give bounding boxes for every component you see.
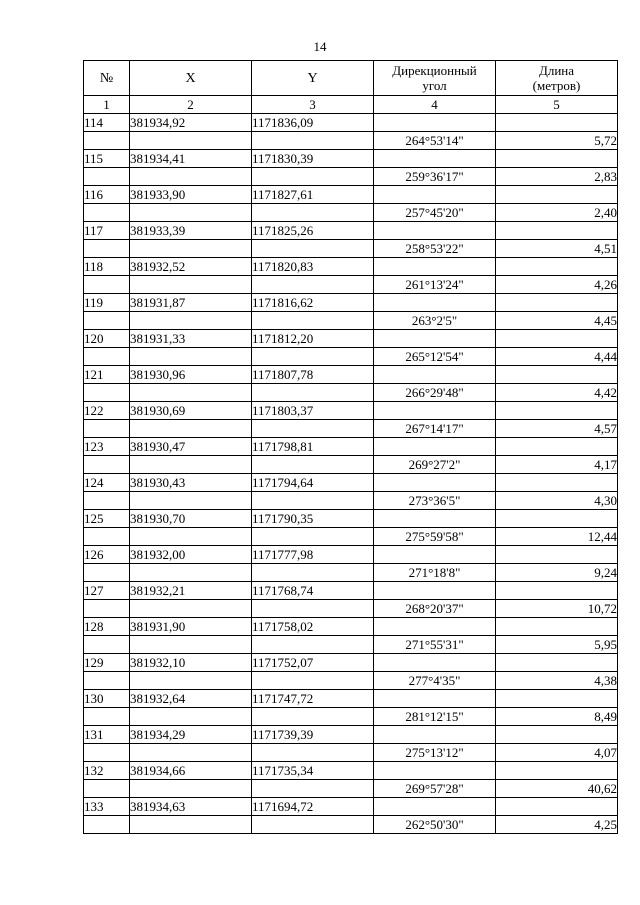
header-angle-line-1: Дирекционный (392, 63, 477, 78)
empty-cell (84, 132, 130, 150)
empty-cell (84, 276, 130, 294)
segment-length: 4,26 (496, 276, 618, 294)
point-number: 118 (84, 258, 130, 276)
table-row-point (84, 222, 618, 240)
direction-angle: 262°50'30" (374, 816, 496, 834)
empty-cell (130, 708, 252, 726)
direction-angle: 269°57'28" (374, 780, 496, 798)
empty-cell (252, 240, 374, 258)
point-number: 122 (84, 402, 130, 420)
direction-angle: 267°14'17" (374, 420, 496, 438)
empty-cell (252, 384, 374, 402)
empty-cell (130, 384, 252, 402)
y-coordinate: 1171747,72 (252, 690, 374, 708)
header-angle (374, 61, 496, 96)
empty-cell (252, 636, 374, 654)
empty-cell (130, 780, 252, 798)
y-coordinate: 1171836,09 (252, 114, 374, 132)
table-row-segment (84, 744, 618, 762)
empty-cell (496, 546, 618, 564)
empty-cell (130, 240, 252, 258)
table-row-point (84, 438, 618, 456)
empty-cell (84, 204, 130, 222)
empty-cell (84, 672, 130, 690)
table-row-point (84, 330, 618, 348)
point-number: 116 (84, 186, 130, 204)
empty-cell (252, 528, 374, 546)
empty-cell (374, 330, 496, 348)
x-coordinate: 381931,90 (130, 618, 252, 636)
table-row-point (84, 114, 618, 132)
segment-length: 12,44 (496, 528, 618, 546)
x-coordinate: 381932,64 (130, 690, 252, 708)
column-number-row (84, 96, 618, 114)
table-row-point (84, 474, 618, 492)
table-row-point (84, 366, 618, 384)
segment-length: 40,62 (496, 780, 618, 798)
empty-cell (496, 186, 618, 204)
empty-cell (130, 744, 252, 762)
direction-angle: 268°20'37" (374, 600, 496, 618)
header-length (496, 61, 618, 96)
y-coordinate: 1171768,74 (252, 582, 374, 600)
column-number: 1 (84, 96, 130, 114)
point-number: 119 (84, 294, 130, 312)
segment-length: 4,45 (496, 312, 618, 330)
empty-cell (374, 402, 496, 420)
empty-cell (374, 726, 496, 744)
empty-cell (130, 816, 252, 834)
empty-cell (130, 312, 252, 330)
point-number: 128 (84, 618, 130, 636)
table-row-segment (84, 672, 618, 690)
table-row-point (84, 582, 618, 600)
empty-cell (84, 312, 130, 330)
empty-cell (252, 600, 374, 618)
empty-cell (84, 240, 130, 258)
segment-length: 4,38 (496, 672, 618, 690)
x-coordinate: 381932,52 (130, 258, 252, 276)
table-row-segment (84, 168, 618, 186)
segment-length: 4,17 (496, 456, 618, 474)
segment-length: 4,25 (496, 816, 618, 834)
empty-cell (496, 726, 618, 744)
table-row-point (84, 150, 618, 168)
empty-cell (84, 384, 130, 402)
segment-length: 5,72 (496, 132, 618, 150)
empty-cell (84, 744, 130, 762)
column-number: 3 (252, 96, 374, 114)
empty-cell (252, 564, 374, 582)
empty-cell (496, 654, 618, 672)
table-row-point (84, 690, 618, 708)
empty-cell (374, 762, 496, 780)
empty-cell (252, 744, 374, 762)
point-number: 127 (84, 582, 130, 600)
x-coordinate: 381934,92 (130, 114, 252, 132)
table-row-point (84, 762, 618, 780)
point-number: 120 (84, 330, 130, 348)
direction-angle: 261°13'24" (374, 276, 496, 294)
y-coordinate: 1171807,78 (252, 366, 374, 384)
y-coordinate: 1171735,34 (252, 762, 374, 780)
header-angle-line-2: угол (422, 78, 447, 93)
y-coordinate: 1171825,26 (252, 222, 374, 240)
table-row-segment (84, 528, 618, 546)
point-number: 114 (84, 114, 130, 132)
table-row-segment (84, 564, 618, 582)
empty-cell (374, 438, 496, 456)
empty-cell (130, 456, 252, 474)
table-body (84, 114, 618, 834)
table-row-point (84, 294, 618, 312)
empty-cell (496, 798, 618, 816)
x-coordinate: 381932,00 (130, 546, 252, 564)
direction-angle: 281°12'15" (374, 708, 496, 726)
segment-length: 9,24 (496, 564, 618, 582)
empty-cell (252, 780, 374, 798)
segment-length: 5,95 (496, 636, 618, 654)
empty-cell (130, 132, 252, 150)
empty-cell (496, 294, 618, 312)
empty-cell (374, 474, 496, 492)
point-number: 117 (84, 222, 130, 240)
direction-angle: 271°55'31" (374, 636, 496, 654)
empty-cell (496, 114, 618, 132)
x-coordinate: 381931,33 (130, 330, 252, 348)
direction-angle: 257°45'20" (374, 204, 496, 222)
empty-cell (130, 204, 252, 222)
empty-cell (374, 798, 496, 816)
direction-angle: 266°29'48" (374, 384, 496, 402)
empty-cell (374, 690, 496, 708)
header-x: X (130, 61, 252, 96)
empty-cell (496, 510, 618, 528)
table-row-segment (84, 240, 618, 258)
point-number: 126 (84, 546, 130, 564)
table-row-point (84, 258, 618, 276)
table-row-segment (84, 600, 618, 618)
y-coordinate: 1171812,20 (252, 330, 374, 348)
empty-cell (130, 276, 252, 294)
empty-cell (496, 402, 618, 420)
empty-cell (84, 528, 130, 546)
x-coordinate: 381930,43 (130, 474, 252, 492)
table-row-point (84, 654, 618, 672)
column-number: 5 (496, 96, 618, 114)
point-number: 132 (84, 762, 130, 780)
column-number: 4 (374, 96, 496, 114)
table-row-point (84, 726, 618, 744)
point-number: 133 (84, 798, 130, 816)
segment-length: 10,72 (496, 600, 618, 618)
point-number: 130 (84, 690, 130, 708)
segment-length: 4,57 (496, 420, 618, 438)
direction-angle: 273°36'5" (374, 492, 496, 510)
empty-cell (252, 348, 374, 366)
table-row-point (84, 546, 618, 564)
y-coordinate: 1171794,64 (252, 474, 374, 492)
empty-cell (252, 168, 374, 186)
empty-cell (130, 420, 252, 438)
table-row-point (84, 510, 618, 528)
empty-cell (84, 636, 130, 654)
point-number: 115 (84, 150, 130, 168)
direction-angle: 275°59'58" (374, 528, 496, 546)
empty-cell (252, 312, 374, 330)
table-row-segment (84, 312, 618, 330)
x-coordinate: 381934,41 (130, 150, 252, 168)
table-row-segment (84, 492, 618, 510)
y-coordinate: 1171694,72 (252, 798, 374, 816)
direction-angle: 263°2'5" (374, 312, 496, 330)
table-row-point (84, 186, 618, 204)
y-coordinate: 1171758,02 (252, 618, 374, 636)
empty-cell (130, 600, 252, 618)
x-coordinate: 381933,90 (130, 186, 252, 204)
empty-cell (130, 564, 252, 582)
direction-angle: 277°4'35" (374, 672, 496, 690)
empty-cell (374, 294, 496, 312)
table-row-segment (84, 348, 618, 366)
empty-cell (374, 618, 496, 636)
y-coordinate: 1171752,07 (252, 654, 374, 672)
x-coordinate: 381930,96 (130, 366, 252, 384)
table-row-segment (84, 456, 618, 474)
x-coordinate: 381932,21 (130, 582, 252, 600)
header-num: № (84, 61, 130, 96)
x-coordinate: 381932,10 (130, 654, 252, 672)
table-row-segment (84, 384, 618, 402)
empty-cell (130, 492, 252, 510)
segment-length: 2,83 (496, 168, 618, 186)
x-coordinate: 381933,39 (130, 222, 252, 240)
empty-cell (130, 528, 252, 546)
empty-cell (496, 618, 618, 636)
segment-length: 4,51 (496, 240, 618, 258)
column-number: 2 (130, 96, 252, 114)
empty-cell (84, 708, 130, 726)
empty-cell (496, 258, 618, 276)
direction-angle: 275°13'12" (374, 744, 496, 762)
table-row-segment (84, 816, 618, 834)
coordinates-table (83, 60, 618, 834)
empty-cell (252, 816, 374, 834)
table-row-segment (84, 204, 618, 222)
empty-cell (252, 672, 374, 690)
empty-cell (496, 150, 618, 168)
empty-cell (130, 672, 252, 690)
segment-length: 4,42 (496, 384, 618, 402)
y-coordinate: 1171777,98 (252, 546, 374, 564)
table-row-segment (84, 636, 618, 654)
empty-cell (84, 348, 130, 366)
direction-angle: 264°53'14" (374, 132, 496, 150)
empty-cell (130, 348, 252, 366)
table-row-segment (84, 276, 618, 294)
empty-cell (252, 456, 374, 474)
empty-cell (374, 510, 496, 528)
empty-cell (84, 780, 130, 798)
y-coordinate: 1171790,35 (252, 510, 374, 528)
empty-cell (496, 762, 618, 780)
segment-length: 8,49 (496, 708, 618, 726)
header-y: Y (252, 61, 374, 96)
y-coordinate: 1171820,83 (252, 258, 374, 276)
x-coordinate: 381934,29 (130, 726, 252, 744)
empty-cell (84, 456, 130, 474)
empty-cell (374, 546, 496, 564)
empty-cell (496, 330, 618, 348)
x-coordinate: 381930,70 (130, 510, 252, 528)
table-header-row (84, 61, 618, 96)
empty-cell (84, 816, 130, 834)
direction-angle: 259°36'17" (374, 168, 496, 186)
header-length-line-2: (метров) (532, 78, 581, 93)
table-row-segment (84, 708, 618, 726)
empty-cell (252, 276, 374, 294)
empty-cell (496, 438, 618, 456)
point-number: 124 (84, 474, 130, 492)
empty-cell (374, 186, 496, 204)
x-coordinate: 381930,47 (130, 438, 252, 456)
empty-cell (252, 492, 374, 510)
empty-cell (374, 150, 496, 168)
point-number: 129 (84, 654, 130, 672)
empty-cell (496, 582, 618, 600)
empty-cell (496, 366, 618, 384)
empty-cell (496, 222, 618, 240)
empty-cell (374, 114, 496, 132)
segment-length: 2,40 (496, 204, 618, 222)
empty-cell (84, 168, 130, 186)
point-number: 131 (84, 726, 130, 744)
empty-cell (252, 204, 374, 222)
x-coordinate: 381931,87 (130, 294, 252, 312)
x-coordinate: 381934,63 (130, 798, 252, 816)
y-coordinate: 1171798,81 (252, 438, 374, 456)
empty-cell (374, 222, 496, 240)
direction-angle: 258°53'22" (374, 240, 496, 258)
y-coordinate: 1171739,39 (252, 726, 374, 744)
point-number: 125 (84, 510, 130, 528)
table-row-point (84, 402, 618, 420)
table-row-segment (84, 132, 618, 150)
empty-cell (374, 654, 496, 672)
table-row-segment (84, 780, 618, 798)
segment-length: 4,07 (496, 744, 618, 762)
y-coordinate: 1171803,37 (252, 402, 374, 420)
direction-angle: 265°12'54" (374, 348, 496, 366)
empty-cell (252, 420, 374, 438)
empty-cell (496, 690, 618, 708)
table-row-point (84, 798, 618, 816)
y-coordinate: 1171816,62 (252, 294, 374, 312)
y-coordinate: 1171830,39 (252, 150, 374, 168)
empty-cell (130, 168, 252, 186)
segment-length: 4,44 (496, 348, 618, 366)
empty-cell (84, 564, 130, 582)
y-coordinate: 1171827,61 (252, 186, 374, 204)
empty-cell (130, 636, 252, 654)
empty-cell (496, 474, 618, 492)
empty-cell (84, 492, 130, 510)
empty-cell (252, 708, 374, 726)
empty-cell (374, 258, 496, 276)
page-number: 14 (313, 39, 327, 54)
point-number: 121 (84, 366, 130, 384)
header-length-line-1: Длина (538, 63, 575, 78)
point-number: 123 (84, 438, 130, 456)
empty-cell (84, 600, 130, 618)
table-row-segment (84, 420, 618, 438)
direction-angle: 269°27'2" (374, 456, 496, 474)
direction-angle: 271°18'8" (374, 564, 496, 582)
table-row-point (84, 618, 618, 636)
x-coordinate: 381930,69 (130, 402, 252, 420)
empty-cell (252, 132, 374, 150)
empty-cell (84, 420, 130, 438)
empty-cell (374, 582, 496, 600)
x-coordinate: 381934,66 (130, 762, 252, 780)
empty-cell (374, 366, 496, 384)
segment-length: 4,30 (496, 492, 618, 510)
